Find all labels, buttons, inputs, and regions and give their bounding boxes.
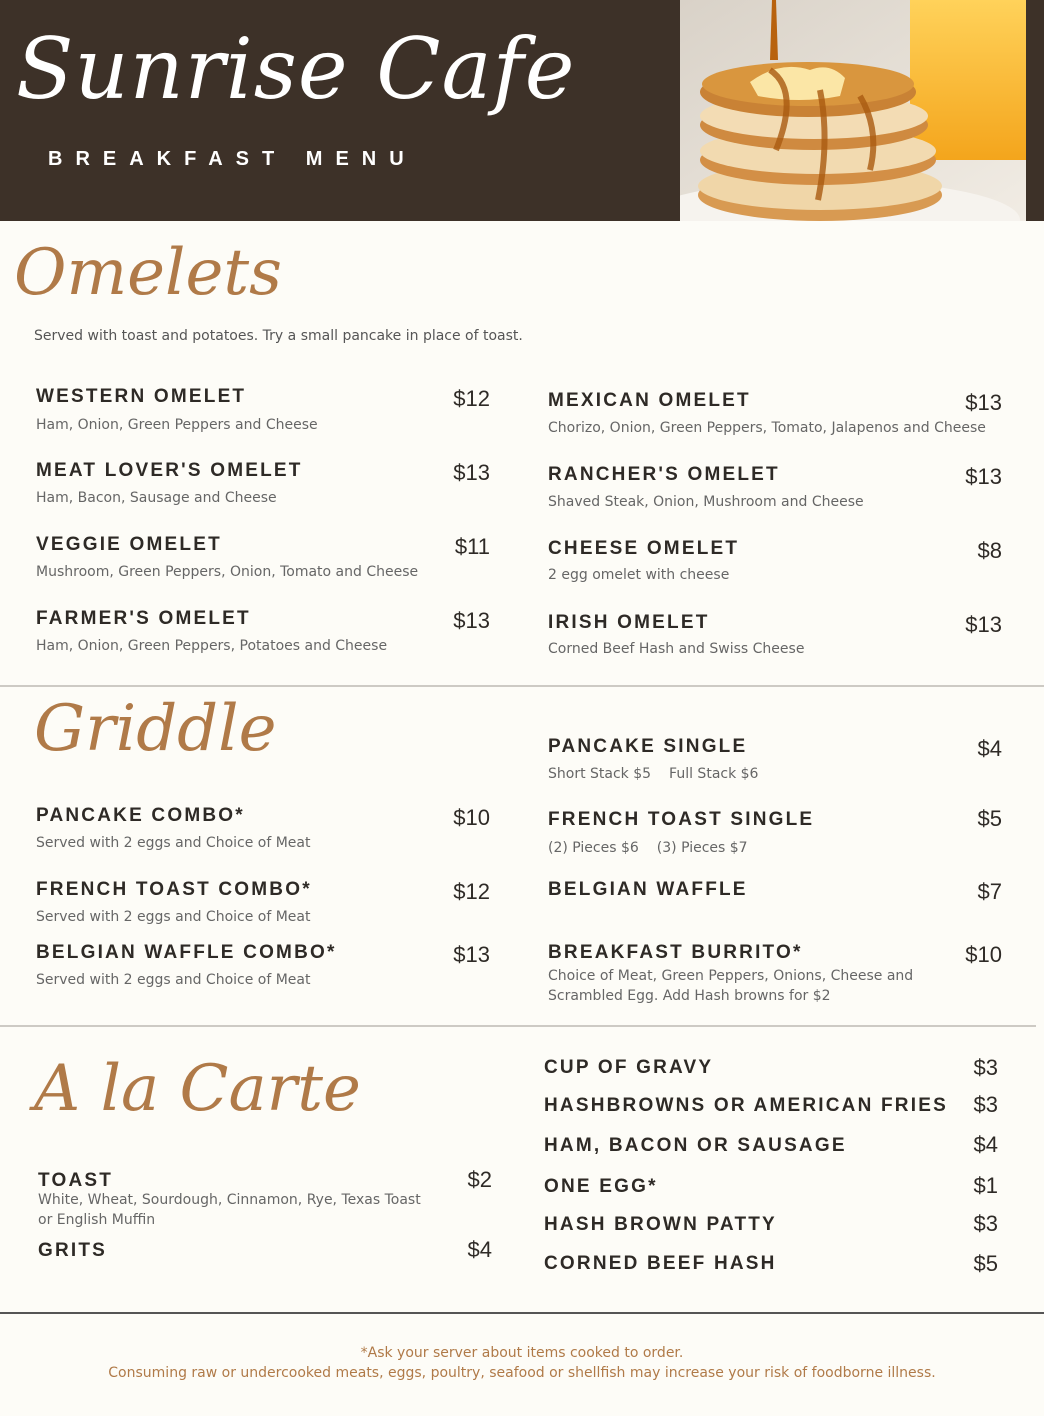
menu-item-desc: Chorizo, Onion, Green Peppers, Tomato, Jalapenos and Cheese bbox=[548, 420, 986, 436]
menu-item-price: $5 bbox=[977, 806, 1002, 831]
menu-item-desc: Ham, Bacon, Sausage and Cheese bbox=[36, 490, 277, 506]
menu-item-desc: Ham, Onion, Green Peppers, Potatoes and Cheese bbox=[36, 638, 388, 654]
menu-item-name: PANCAKE COMBO* bbox=[36, 805, 245, 826]
menu-item-options bbox=[548, 766, 758, 782]
omelets-section-title: Omelets bbox=[14, 236, 282, 310]
alacarte-section-title: A la Carte bbox=[34, 1052, 361, 1126]
option-short-stack: Short Stack $5 bbox=[548, 766, 652, 782]
menu-item-price: $4 bbox=[977, 736, 1002, 761]
menu-item-price: $2 bbox=[467, 1167, 492, 1192]
menu-item-price: $7 bbox=[977, 879, 1002, 904]
menu-item-name: IRISH OMELET bbox=[548, 612, 710, 633]
menu-item-name: FRENCH TOAST SINGLE bbox=[548, 809, 815, 830]
menu-item-price: $12 bbox=[453, 386, 490, 411]
menu-item-name: BELGIAN WAFFLE bbox=[548, 879, 748, 900]
menu-item-price: $8 bbox=[977, 538, 1002, 563]
menu-item-name: WESTERN OMELET bbox=[36, 386, 247, 407]
menu-item-price: $11 bbox=[454, 534, 490, 559]
cafe-title: Sunrise Cafe bbox=[16, 20, 576, 118]
menu-item-desc: 2 egg omelet with cheese bbox=[548, 567, 730, 583]
menu-item-name: CUP OF GRAVY bbox=[544, 1057, 714, 1078]
menu-item-name: ONE EGG* bbox=[544, 1176, 658, 1197]
menu-item-desc: Served with 2 eggs and Choice of Meat bbox=[36, 909, 311, 925]
footer-warning: Consuming raw or undercooked meats, eggs, poultry, seafood or shellfish may increase your risk of foodborne illness. bbox=[108, 1365, 936, 1381]
menu-item-desc: Shaved Steak, Onion, Mushroom and Cheese bbox=[548, 494, 864, 510]
menu-item-desc: or English Muffin bbox=[38, 1212, 156, 1228]
menu-item-desc: Ham, Onion, Green Peppers and Cheese bbox=[36, 417, 318, 433]
omelets-intro: Served with toast and potatoes. Try a small pancake in place of toast. bbox=[34, 328, 523, 344]
menu-subtitle: BREAKFAST MENU bbox=[48, 148, 417, 170]
menu-item-price: $13 bbox=[453, 460, 490, 485]
menu-item-name: FRENCH TOAST COMBO* bbox=[36, 879, 312, 900]
menu-item-price: $10 bbox=[453, 805, 490, 830]
menu-item-desc: Corned Beef Hash and Swiss Cheese bbox=[548, 641, 805, 657]
footer-note: *Ask your server about items cooked to order. bbox=[360, 1345, 684, 1361]
menu-item-name: PANCAKE SINGLE bbox=[548, 736, 748, 757]
menu-item-name: MEAT LOVER'S OMELET bbox=[36, 460, 303, 481]
menu-item-price: $13 bbox=[453, 942, 490, 967]
menu-item-name: VEGGIE OMELET bbox=[36, 534, 222, 555]
footer-divider bbox=[0, 1312, 1044, 1314]
griddle-section-title: Griddle bbox=[34, 692, 277, 766]
menu-item-price: $5 bbox=[973, 1251, 998, 1276]
menu-item-price: $3 bbox=[973, 1211, 998, 1236]
header-banner bbox=[0, 0, 1044, 221]
menu-item-desc: Served with 2 eggs and Choice of Meat bbox=[36, 972, 311, 988]
menu-item-name: GRITS bbox=[38, 1240, 108, 1261]
menu-item-name: RANCHER'S OMELET bbox=[548, 464, 780, 485]
menu-item-desc: Choice of Meat, Green Peppers, Onions, Cheese and bbox=[548, 968, 914, 984]
menu-item-desc: Scrambled Egg. Add Hash browns for $2 bbox=[548, 988, 831, 1004]
pancake-photo bbox=[680, 0, 1026, 221]
menu-item-name: MEXICAN OMELET bbox=[548, 390, 751, 411]
section-divider bbox=[0, 685, 1044, 687]
menu-item-name: FARMER'S OMELET bbox=[36, 608, 251, 629]
menu-item-price: $3 bbox=[973, 1055, 998, 1080]
menu-item-price: $4 bbox=[467, 1237, 492, 1262]
menu-item-name: CORNED BEEF HASH bbox=[544, 1253, 777, 1274]
menu-item-options bbox=[548, 840, 748, 856]
menu-item-name: TOAST bbox=[38, 1170, 114, 1191]
menu-item-desc: Mushroom, Green Peppers, Onion, Tomato and Cheese bbox=[36, 564, 419, 580]
menu-item-name: HASHBROWNS OR AMERICAN FRIES bbox=[544, 1095, 948, 1116]
menu-item-name: BELGIAN WAFFLE COMBO* bbox=[36, 942, 337, 963]
menu-item-name: BREAKFAST BURRITO* bbox=[548, 942, 803, 963]
menu-item-name: HAM, BACON OR SAUSAGE bbox=[544, 1135, 847, 1156]
option-three-pieces: (3) Pieces $7 bbox=[656, 840, 748, 856]
menu-item-price: $4 bbox=[973, 1132, 998, 1157]
menu-item-price: $13 bbox=[965, 612, 1002, 637]
menu-item-name: HASH BROWN PATTY bbox=[544, 1214, 777, 1235]
menu-item-desc: White, Wheat, Sourdough, Cinnamon, Rye, Texas Toast bbox=[38, 1192, 421, 1208]
menu-item-price: $12 bbox=[453, 879, 490, 904]
menu-item-name: CHEESE OMELET bbox=[548, 538, 740, 559]
menu-item-price: $1 bbox=[973, 1173, 998, 1198]
menu-item-price: $3 bbox=[973, 1092, 998, 1117]
section-divider bbox=[0, 1025, 1036, 1027]
option-two-pieces: (2) Pieces $6 bbox=[548, 840, 639, 856]
menu-item-price: $13 bbox=[453, 608, 490, 633]
menu-item-price: $13 bbox=[965, 464, 1002, 489]
menu-item-desc: Served with 2 eggs and Choice of Meat bbox=[36, 835, 311, 851]
menu-item-price: $13 bbox=[965, 390, 1002, 415]
menu-item-price: $10 bbox=[965, 942, 1002, 967]
option-full-stack: Full Stack $6 bbox=[669, 766, 759, 782]
